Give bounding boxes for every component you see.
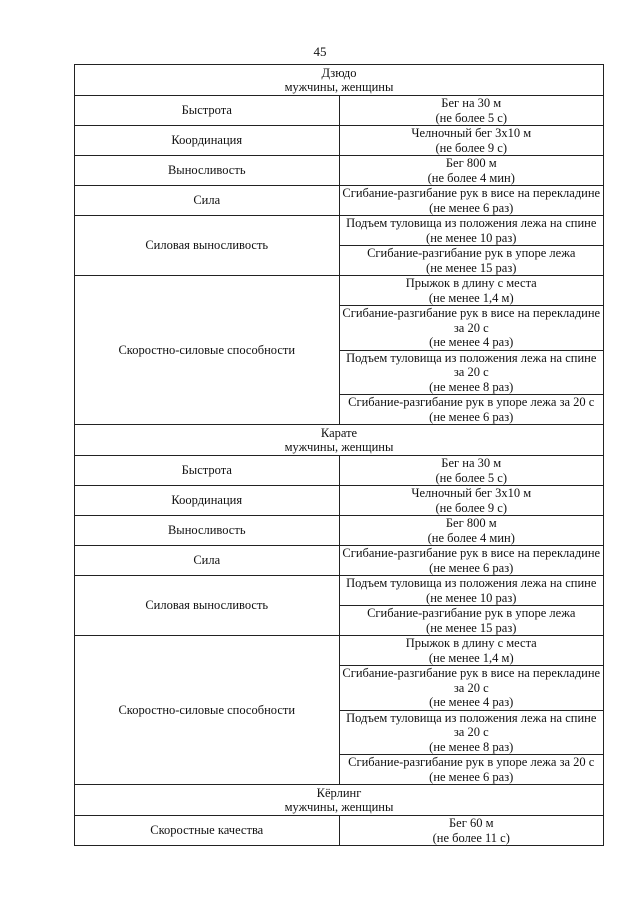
test-cell	[339, 126, 604, 156]
test-norm: (не менее 4 раз)	[429, 695, 514, 709]
sport-header-row	[75, 785, 604, 816]
test-name: Челночный бег 3х10 м	[411, 126, 532, 140]
table-row	[75, 486, 604, 516]
test-cell	[339, 755, 604, 785]
quality-cell: Сила	[75, 546, 340, 576]
test-cell	[339, 395, 604, 425]
norms-table	[74, 64, 604, 846]
test-norm: (не более 5 с)	[435, 470, 507, 485]
test-cell	[339, 710, 604, 755]
test-cell	[339, 456, 604, 486]
test-norm: (не менее 4 раз)	[429, 335, 514, 349]
sport-header	[75, 65, 604, 96]
sport-header	[75, 425, 604, 456]
test-cell	[339, 636, 604, 666]
test-name: Челночный бег 3х10 м	[411, 486, 532, 500]
quality-cell: Быстрота	[75, 96, 340, 126]
table-row	[75, 816, 604, 846]
test-cell	[339, 186, 604, 216]
test-norm: (не менее 8 раз)	[429, 739, 514, 754]
test-name: Бег 60 м	[448, 816, 494, 830]
test-name: Сгибание-разгибание рук в упоре лежа за 20 с	[348, 755, 595, 769]
test-norm: (не более 11 с)	[432, 830, 510, 845]
quality-cell: Быстрота	[75, 456, 340, 486]
quality-cell: Силовая выносливость	[75, 576, 340, 636]
quality-cell: Координация	[75, 126, 340, 156]
quality-cell: Выносливость	[75, 516, 340, 546]
quality-cell: Силовая выносливость	[75, 216, 340, 276]
table-row	[75, 576, 604, 606]
test-norm: (не менее 6 раз)	[429, 769, 514, 784]
sport-group: мужчины, женщины	[284, 80, 394, 94]
test-cell	[339, 486, 604, 516]
table-row	[75, 516, 604, 546]
table-row	[75, 216, 604, 246]
test-name: Сгибание-разгибание рук в висе на перекладине за 20 с	[342, 666, 601, 695]
test-cell	[339, 546, 604, 576]
quality-cell: Сила	[75, 186, 340, 216]
test-cell	[339, 96, 604, 126]
test-name: Сгибание-разгибание рук в упоре лежа	[367, 246, 576, 260]
quality-cell: Скоростно-силовые способности	[75, 276, 340, 425]
test-name: Бег 800 м	[445, 516, 497, 530]
test-cell	[339, 216, 604, 246]
quality-cell: Скоростно-силовые способности	[75, 636, 340, 785]
table-row	[75, 186, 604, 216]
table-row	[75, 276, 604, 306]
test-cell	[339, 606, 604, 636]
table-row	[75, 546, 604, 576]
quality-cell: Скоростные качества	[75, 816, 340, 846]
test-norm: (не менее 1,4 м)	[428, 650, 514, 665]
sport-name: Дзюдо	[321, 65, 357, 80]
test-cell	[339, 306, 604, 351]
quality-cell: Выносливость	[75, 156, 340, 186]
test-name: Сгибание-разгибание рук в упоре лежа за 20 с	[348, 395, 595, 409]
test-cell	[339, 666, 604, 711]
test-name: Сгибание-разгибание рук в висе на перекладине	[342, 546, 601, 560]
test-norm: (не менее 15 раз)	[426, 260, 517, 275]
test-name: Прыжок в длину с места	[405, 276, 537, 290]
page-number: 45	[313, 44, 327, 59]
test-name: Бег 800 м	[445, 156, 497, 170]
test-norm: (не более 9 с)	[435, 140, 507, 155]
table-row	[75, 456, 604, 486]
test-cell	[339, 816, 604, 846]
sport-header-row	[75, 65, 604, 96]
norms-table-body	[75, 65, 604, 846]
test-name: Подъем туловища из положения лежа на спине	[346, 216, 597, 230]
test-cell	[339, 276, 604, 306]
table-row	[75, 156, 604, 186]
sport-header-row	[75, 425, 604, 456]
test-name: Бег на 30 м	[441, 456, 502, 470]
sport-name: Карате	[320, 425, 358, 440]
test-norm: (не более 9 с)	[435, 500, 507, 515]
test-norm: (не менее 6 раз)	[429, 560, 514, 575]
quality-cell: Координация	[75, 486, 340, 516]
test-norm: (не менее 6 раз)	[429, 200, 514, 215]
table-row	[75, 96, 604, 126]
test-name: Бег на 30 м	[441, 96, 502, 110]
sport-header	[75, 785, 604, 816]
test-cell	[339, 156, 604, 186]
test-norm: (не менее 15 раз)	[426, 620, 517, 635]
test-name: Подъем туловища из положения лежа на спине за 20 с	[346, 350, 597, 379]
test-name: Прыжок в длину с места	[405, 636, 537, 650]
test-norm: (не менее 8 раз)	[429, 379, 514, 394]
test-norm: (не более 4 мин)	[427, 530, 515, 545]
sport-group: мужчины, женщины	[284, 800, 394, 814]
test-norm: (не менее 1,4 м)	[428, 290, 514, 305]
sport-group: мужчины, женщины	[284, 440, 394, 454]
test-name: Сгибание-разгибание рук в висе на перекладине за 20 с	[342, 306, 601, 335]
test-cell	[339, 516, 604, 546]
test-norm: (не более 5 с)	[435, 110, 507, 125]
test-norm: (не менее 6 раз)	[429, 409, 514, 424]
table-row	[75, 636, 604, 666]
test-name: Сгибание-разгибание рук в висе на перекладине	[342, 186, 601, 200]
test-cell	[339, 576, 604, 606]
test-norm: (не более 4 мин)	[427, 170, 515, 185]
test-cell	[339, 246, 604, 276]
test-norm: (не менее 10 раз)	[426, 590, 517, 605]
table-row	[75, 126, 604, 156]
test-norm: (не менее 10 раз)	[426, 230, 517, 245]
test-name: Подъем туловища из положения лежа на спине	[346, 576, 597, 590]
test-name: Подъем туловища из положения лежа на спине за 20 с	[346, 710, 597, 739]
test-cell	[339, 350, 604, 395]
test-name: Сгибание-разгибание рук в упоре лежа	[367, 606, 576, 620]
sport-name: Кёрлинг	[316, 785, 362, 800]
